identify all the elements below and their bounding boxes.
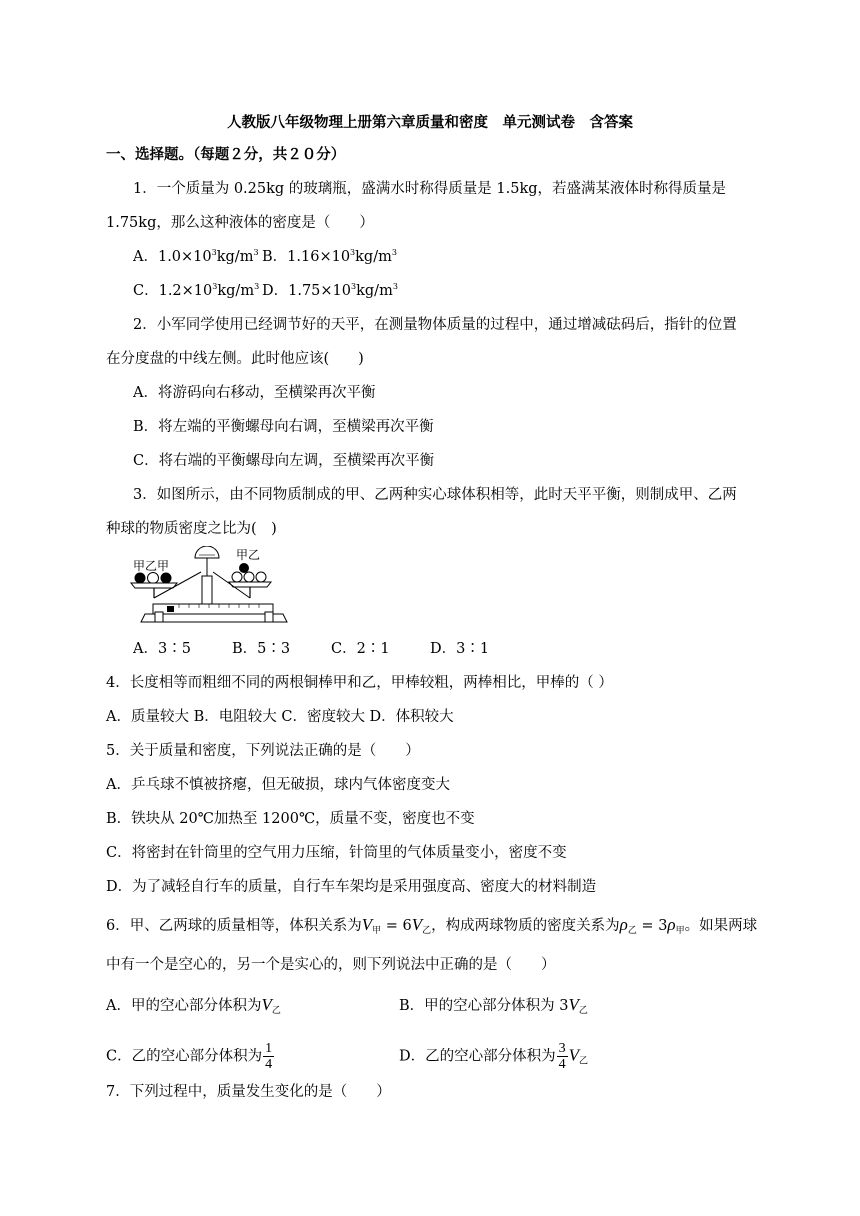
q1-option-b: B．$1.16\times 10^3kg/m^3$ bbox=[262, 248, 397, 265]
q5-option-c: C．将密封在针筒里的空气用力压缩，针筒里的气体质量变小，密度不变 bbox=[106, 845, 567, 861]
q2-option-a: A．将游码向右移动，至横梁再次平衡 bbox=[133, 385, 376, 401]
ball-yi bbox=[244, 572, 254, 582]
q4-stem: 4．长度相等而粗细不同的两根铜棒甲和乙，甲棒较粗，两棒相比，甲棒的（ ） bbox=[106, 675, 613, 691]
q6-stem-line1: 6．甲、乙两球的质量相等，体积关系为$V_甲 = 6V_乙$，构成两球物质的密度关系为$\rho_乙 = 3\rho_甲$。如果两球 bbox=[106, 915, 758, 936]
q5-option-a: A．乒乓球不慎被挤瘪，但无破损，球内气体密度变大 bbox=[106, 777, 450, 793]
q1-option-c: C．$1.2\times 10^3kg/m^3$ bbox=[133, 282, 260, 299]
ball-jia bbox=[239, 563, 249, 573]
section-heading: 一、选择题。（每题２分，共２０分） bbox=[106, 146, 346, 163]
q2-stem-line2: 在分度盘的中线左侧。此时他应该( ) bbox=[106, 351, 364, 367]
document-title: 人教版八年级物理上册第六章质量和密度 单元测试卷 含答案 bbox=[227, 114, 633, 131]
q6-stem-line2: 中有一个是空心的，另一个是实心的，则下列说法中正确的是（ ） bbox=[106, 957, 556, 973]
q3-option-c: C．2∶1 bbox=[331, 641, 390, 657]
q7-stem: 7．下列过程中，质量发生变化的是（ ） bbox=[106, 1084, 391, 1100]
q3-stem-line2: 种球的物质密度之比为( ) bbox=[106, 521, 277, 537]
fraction-three-quarters: $\frac{3}{4}$ bbox=[558, 1041, 566, 1072]
q5-option-d: D．为了减轻自行车的质量，自行车车架均是采用强度高、密度大的材料制造 bbox=[106, 879, 597, 895]
q2-option-c: C．将右端的平衡螺母向左调，至横梁再次平衡 bbox=[133, 453, 435, 469]
ball-yi bbox=[148, 573, 159, 584]
q3-option-b: B．5∶3 bbox=[232, 641, 291, 657]
fig-right-labels: 甲乙 bbox=[236, 548, 261, 562]
q6-option-d: D．乙的空心部分体积为 $\frac{3}{4}$ $V_乙$ bbox=[399, 1041, 589, 1072]
q3-option-a: A．3∶5 bbox=[133, 641, 191, 657]
q3-stem-line1: 3．如图所示，由不同物质制成的甲、乙两种实心球体积相等，此时天平平衡，则制成甲、乙两 bbox=[133, 487, 737, 503]
q4-options: A．质量较大 B．电阻较大 C．密度较大 D．体积较大 bbox=[106, 709, 454, 725]
column bbox=[202, 576, 212, 606]
q2-option-b: B．将左端的平衡螺母向右调，至横梁再次平衡 bbox=[133, 419, 434, 435]
q1-stem-line2: 1.75kg，那么这种液体的密度是（ ） bbox=[106, 215, 374, 231]
q1-stem-line1: 1．一个质量为 0.25kg 的玻璃瓶，盛满水时称得质量是 1.5kg，若盛满某液体时称得质量是 bbox=[133, 181, 727, 197]
q6-option-c: C．乙的空心部分体积为 $\frac{1}{4}$ bbox=[106, 1041, 273, 1072]
q2-stem-line1: 2．小军同学使用已经调节好的天平，在测量物体质量的过程中，通过增减砝码后，指针的位置 bbox=[133, 317, 737, 333]
right-pan bbox=[229, 582, 271, 587]
q1-option-d: D．$1.75\times 10^3kg/m^3$ bbox=[262, 282, 398, 299]
ball-jia bbox=[135, 573, 146, 584]
balance-figure bbox=[129, 546, 299, 628]
fraction-one-quarter: $\frac{1}{4}$ bbox=[265, 1041, 273, 1072]
rider bbox=[167, 606, 174, 612]
ball-yi bbox=[232, 572, 242, 582]
scale-dial bbox=[195, 546, 219, 558]
q6-option-a: A．甲的空心部分体积为$V_乙$ bbox=[106, 995, 281, 1016]
fig-left-labels: 甲乙甲 bbox=[133, 559, 170, 573]
q5-stem: 5．关于质量和密度，下列说法正确的是（ ） bbox=[106, 743, 420, 759]
q5-option-b: B．铁块从 20℃加热至 1200℃，质量不变，密度也不变 bbox=[106, 811, 475, 827]
q1-option-a: A．$1.0\times 10^3kg/m^3$ bbox=[133, 248, 259, 265]
ball-yi bbox=[256, 572, 266, 582]
ball-jia bbox=[161, 573, 172, 584]
left-pan bbox=[131, 583, 177, 588]
q6-option-b: B．甲的空心部分体积为 $3V_乙$ bbox=[399, 995, 588, 1016]
q3-option-d: D．3∶1 bbox=[430, 641, 490, 657]
